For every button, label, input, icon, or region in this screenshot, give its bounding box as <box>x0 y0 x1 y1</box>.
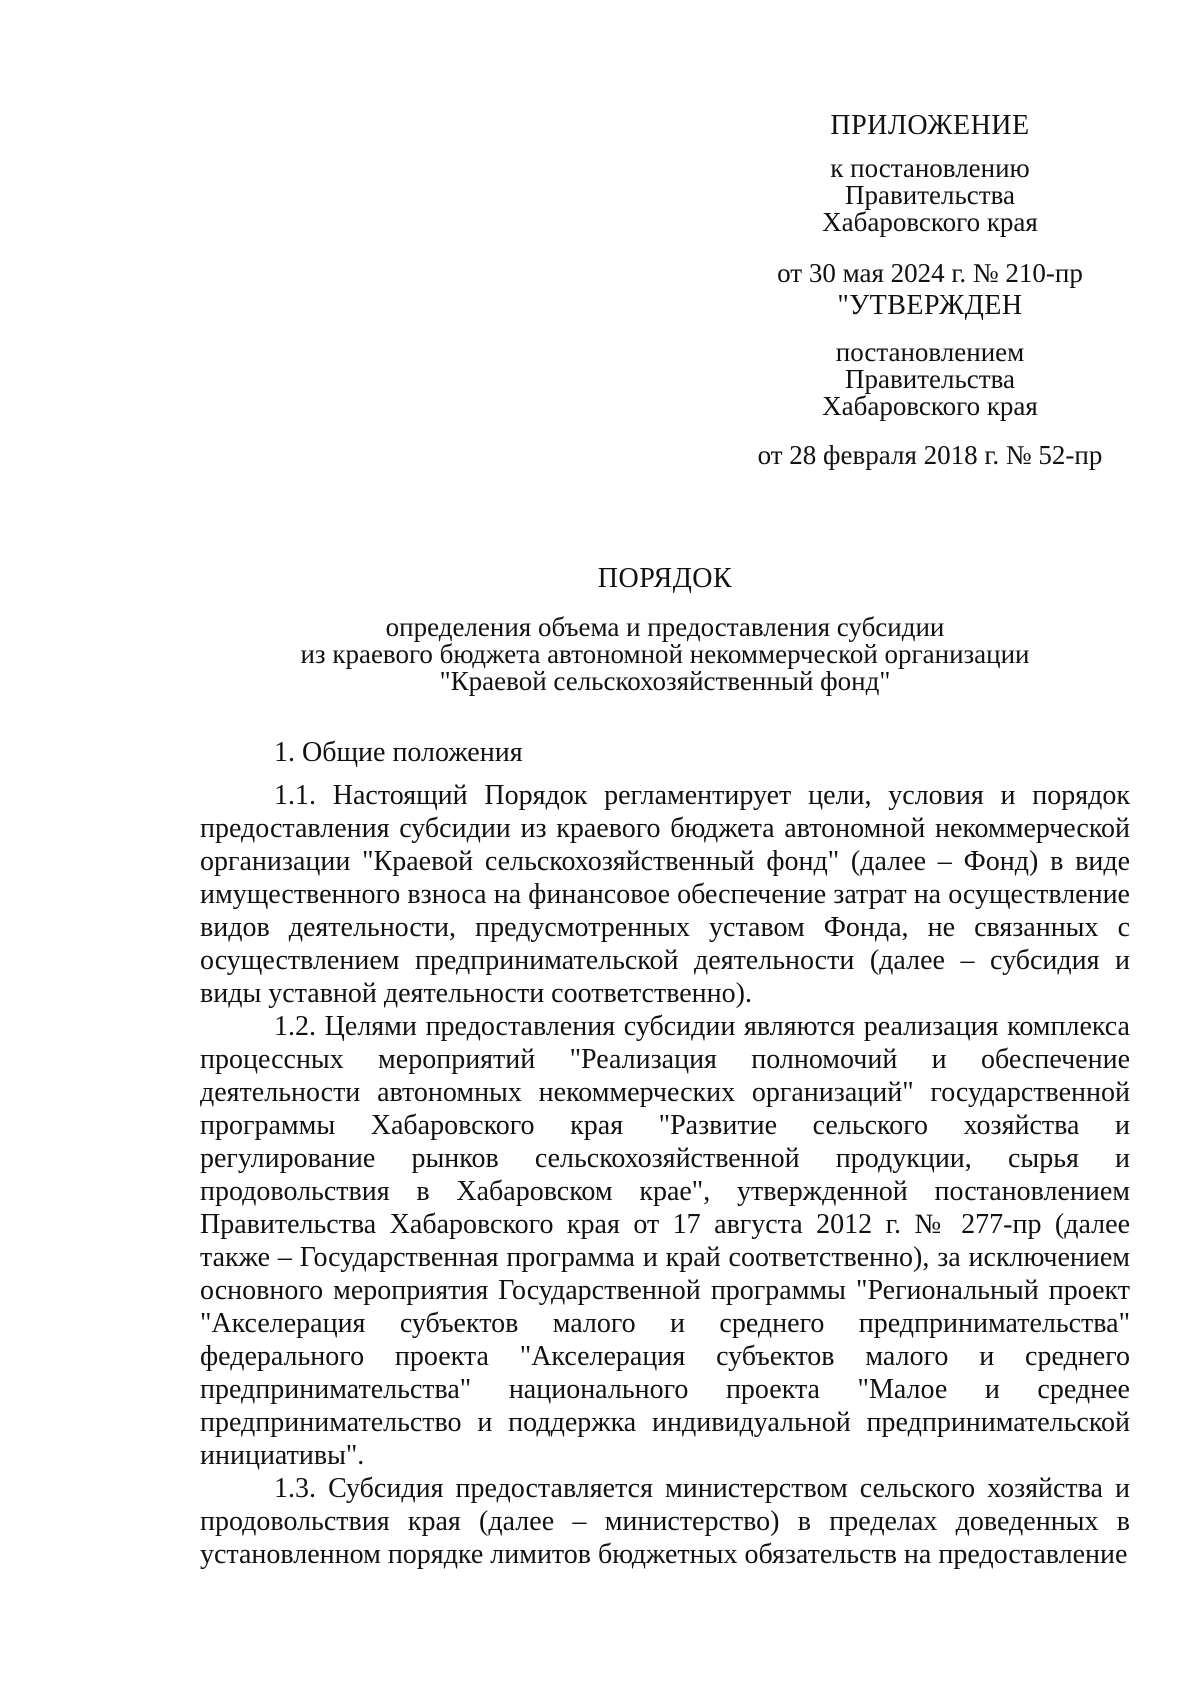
approved-date: от 28 февраля 2018 г. № 52-пр <box>757 440 1103 470</box>
document-body <box>200 736 1130 1571</box>
approved-line: Хабаровского края <box>822 391 1038 421</box>
appendix-line: Правительства <box>845 180 1015 210</box>
approved-line: постановлением <box>835 337 1025 367</box>
section-heading: 1. Общие положения <box>274 737 523 768</box>
document-subtitle-line: определения объема и предоставления субсидии <box>385 612 945 642</box>
approved-block <box>700 292 1160 469</box>
appendix-line: Хабаровского края <box>822 207 1038 237</box>
appendix-block <box>700 112 1160 287</box>
appendix-heading: ПРИЛОЖЕНИЕ <box>830 110 1030 141</box>
appendix-line: к постановлению <box>830 153 1030 183</box>
paragraph-1-1: 1.1. Настоящий Порядок регламентирует цели, условия и порядок предоставления субсидии из краевого бюджета автономной некоммерческой организации "Краевой сельскохозяйственный фонд" (далее – Фонд) в виде имущественного взноса на финансовое обеспечение затрат на осуществление видов деятельности, предусмотренных уставом Фонда, не связанных с осуществлением предпринимательской деятельности (далее – субсидия и виды уставной деятельности соответственно). <box>200 780 1130 1009</box>
document-subtitle-line: "Краевой сельскохозяйственный фонд" <box>439 666 891 696</box>
paragraph-1-3: 1.3. Субсидия предоставляется министерством сельского хозяйства и продовольствия края (далее – министерство) в пределах доведенных в установленном порядке лимитов бюджетных обязательств на предоставление <box>200 1473 1130 1570</box>
approved-heading: "УТВЕРЖДЕН <box>837 290 1023 321</box>
appendix-date: от 30 мая 2024 г. № 210-пр <box>777 258 1083 288</box>
document-title: ПОРЯДОК <box>597 563 733 594</box>
document-subtitle-line: из краевого бюджета автономной некоммерческой организации <box>300 639 1030 669</box>
approved-line: Правительства <box>845 364 1015 394</box>
document-title-block <box>200 565 1130 695</box>
paragraph-1-2: 1.2. Целями предоставления субсидии являются реализация комплекса процессных мероприятий "Реализация полномочий и обеспечение деятельности автономных некоммерческих организаций" государственной программы Хабаровского края "Развитие сельского хозяйства и регулирование рынков сельскохозяйственной продукции, сырья и продовольствия в Хабаровском крае", утвержденной постановлением Правительства Хабаровского края от 17 августа 2012 г. № 277-пр (далее также – Государственная программа и край соответственно), за исключением основного мероприятия Государственной программы "Региональный проект "Акселерация субъектов малого и среднего предпринимательства" федерального проекта "Акселерация субъектов малого и среднего предпринимательства" национального проекта "Малое и среднее предпринимательство и поддержка индивидуальной предпринимательской инициативы". <box>200 1011 1130 1471</box>
